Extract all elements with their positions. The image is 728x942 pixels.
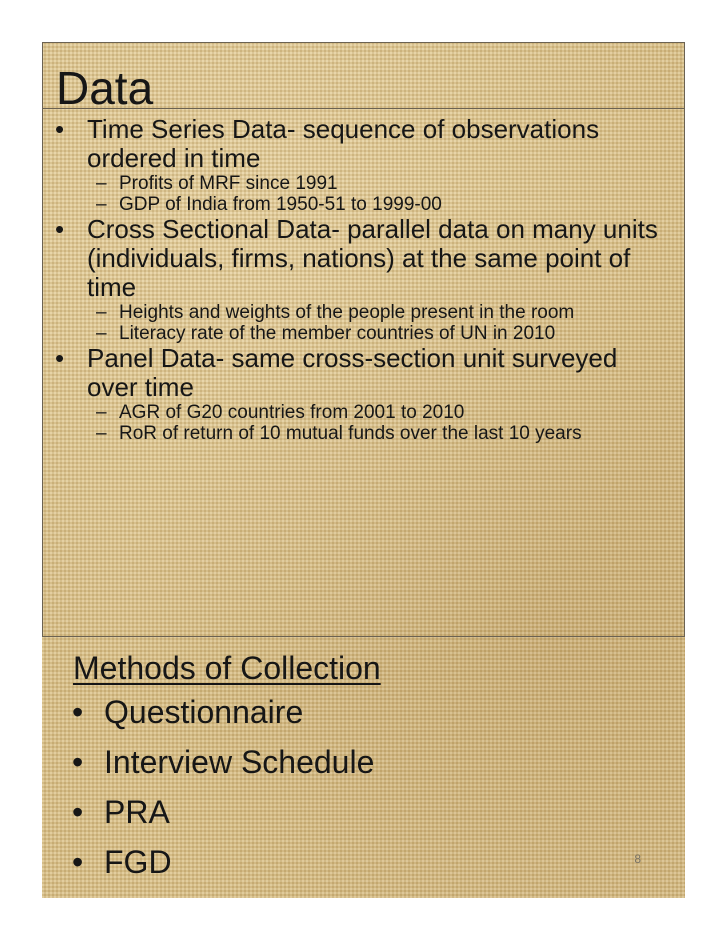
methods-section — [42, 649, 683, 887]
bullet-cross-sectional — [43, 215, 684, 302]
sub-bullet — [43, 194, 684, 215]
method-item — [42, 737, 683, 787]
method-item — [42, 787, 683, 837]
bullet-list — [43, 115, 684, 444]
dash-icon: – — [96, 323, 107, 344]
dash-icon: – — [96, 194, 107, 215]
method-item — [42, 837, 683, 887]
method-text: Questionnaire — [104, 694, 304, 730]
sub-bullet-text: Profits of MRF since 1991 — [119, 173, 338, 194]
sub-bullet-text: AGR of G20 countries from 2001 to 2010 — [119, 402, 465, 423]
bullet-icon: • — [55, 214, 65, 244]
dash-icon: – — [96, 423, 107, 444]
bullet-icon: • — [72, 844, 84, 880]
method-text: Interview Schedule — [104, 744, 375, 780]
methods-title: Methods of Collection — [73, 650, 381, 686]
sub-bullet — [43, 323, 684, 344]
data-slide-frame — [42, 42, 685, 637]
bullet-text: Cross Sectional Data- parallel data on many units (individuals, firms, nations) at the same point of time — [87, 214, 658, 302]
bullet-icon: • — [55, 114, 65, 144]
bullet-text: Time Series Data- sequence of observations ordered in time — [87, 114, 600, 173]
bullet-icon: • — [72, 794, 84, 830]
bullet-icon: • — [72, 694, 84, 730]
bullet-icon: • — [55, 343, 65, 373]
bullet-time-series — [43, 115, 684, 173]
bullet-icon: • — [72, 744, 84, 780]
dash-icon: – — [96, 302, 107, 323]
title-divider — [43, 108, 684, 109]
sub-bullet — [43, 302, 684, 323]
sub-bullet — [43, 423, 684, 444]
dash-icon: – — [96, 402, 107, 423]
sub-bullet-text: GDP of India from 1950-51 to 1999-00 — [119, 194, 442, 215]
sub-bullet — [43, 173, 684, 194]
sub-bullet — [43, 402, 684, 423]
page-number: 8 — [634, 852, 641, 866]
method-text: PRA — [104, 794, 170, 830]
method-text: FGD — [104, 844, 172, 880]
sub-bullet-text: RoR of return of 10 mutual funds over the last 10 years — [119, 423, 582, 444]
sub-bullet-text: Literacy rate of the member countries of UN in 2010 — [119, 323, 556, 344]
method-item — [42, 687, 683, 737]
slide-title: Data — [56, 62, 154, 114]
slide-page — [42, 42, 685, 898]
bullet-text: Panel Data- same cross-section unit surveyed over time — [87, 343, 618, 402]
sub-bullet-text: Heights and weights of the people present in the room — [119, 302, 575, 323]
dash-icon: – — [96, 173, 107, 194]
bullet-panel — [43, 344, 684, 402]
